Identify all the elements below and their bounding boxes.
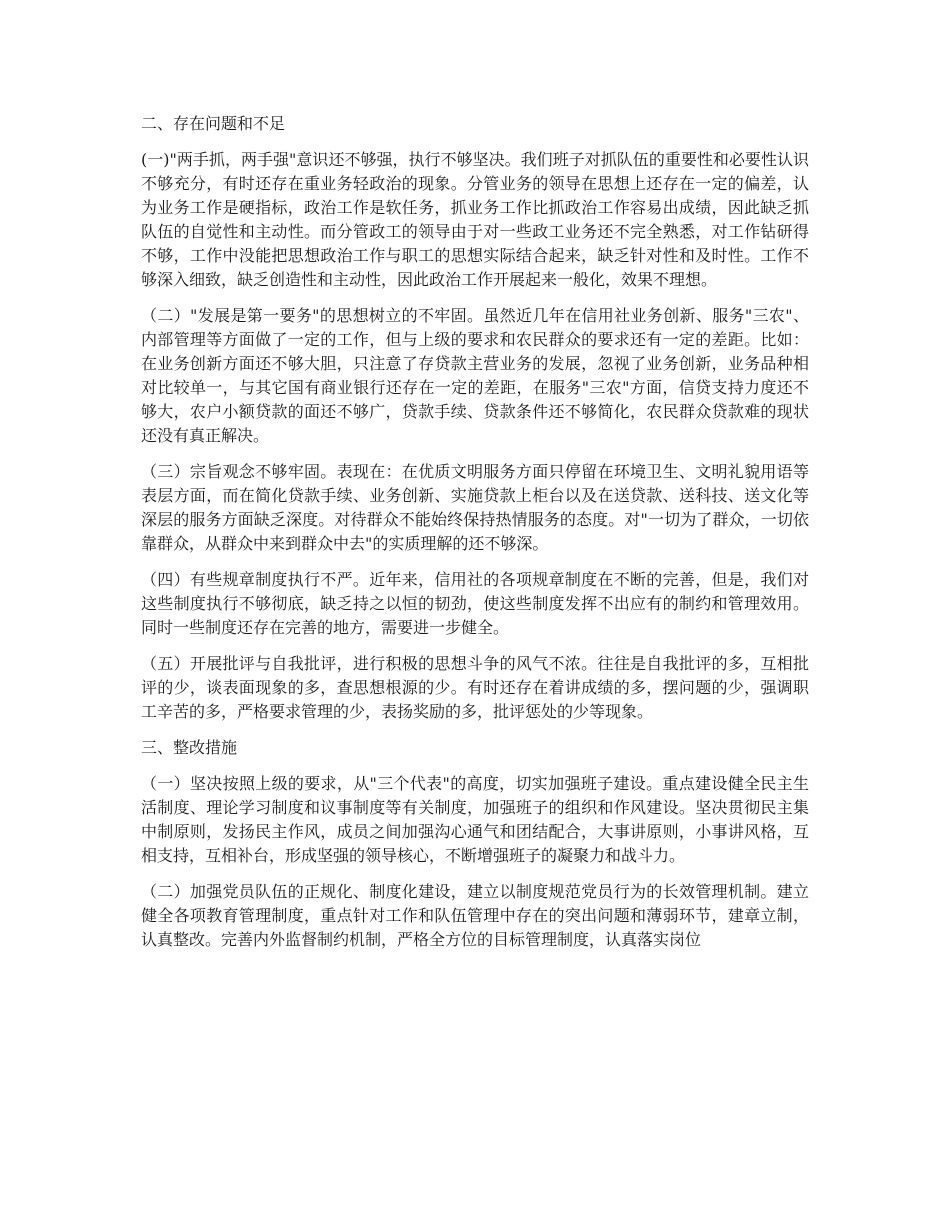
section-heading-problems: 二、存在问题和不足: [141, 114, 286, 133]
paragraph-problem-3: （三）宗旨观念不够牢固。表现在：在优质文明服务方面只停留在环境卫生、文明礼貌用语等表层方面，而在简化贷款手续、业务创新、实施贷款上柜台以及在送贷款、送科技、送文化等深层的服务方面缺乏深度。对待群众不能始终保持热情服务的态度。对"一切为了群众，一切依靠群众，从群众中来到群众中去"的实质理解的还不够深。: [141, 462, 809, 553]
section-heading-measures: 三、整改措施: [141, 738, 238, 757]
paragraph-problem-2: （二）"发展是第一要务"的思想树立的不牢固。虽然近几年在信用社业务创新、服务"三农"、内部管理等方面做了一定的工作，但与上级的要求和农民群众的要求还有一定的差距。比如：在业务创新方面还不够大胆，只注意了存贷款主营业务的发展，忽视了业务创新，业务品种相对比较单一，与其它国有商业银行还存在一定的差距，在服务"三农"方面，信贷支持力度还不够大，农户小额贷款的面还不够广，贷款手续、贷款条件还不够简化，农民群众贷款难的现状还没有真正解决。: [141, 306, 809, 445]
paragraph-measure-1: （一）坚决按照上级的要求，从"三个代表"的高度，切实加强班子建设。重点建设健全民主生活制度、理论学习制度和议事制度等有关制度，加强班子的组织和作风建设。坚决贯彻民主集中制原则，发扬民主作风，成员之间加强沟心通气和团结配合，大事讲原则，小事讲风格，互相支持，互相补台，形成坚强的领导核心，不断增强班子的凝聚力和战斗力。: [141, 774, 809, 865]
paragraph-problem-1: (一)"两手抓，两手强"意识还不够强，执行不够坚决。我们班子对抓队伍的重要性和必要性认识不够充分，有时还存在重业务轻政治的现象。分管业务的领导在思想上还存在一定的偏差，认为业务工作是硬指标，政治工作是软任务，抓业务工作比抓政治工作容易出成绩，因此缺乏抓队伍的自觉性和主动性。而分管政工的领导由于对一些政工业务还不完全熟悉，对工作钻研得不够，工作中没能把思想政治工作与职工的思想实际结合起来，缺乏针对性和及时性。工作不够深入细致，缺乏创造性和主动性，因此政治工作开展起来一般化，效果不理想。: [141, 150, 809, 289]
paragraph-problem-4: （四）有些规章制度执行不严。近年来，信用社的各项规章制度在不断的完善，但是，我们对这些制度执行不够彻底，缺乏持之以恒的韧劲，使这些制度发挥不出应有的制约和管理效用。同时一些制度还存在完善的地方，需要进一步健全。: [141, 570, 809, 637]
paragraph-measure-2: （二）加强党员队伍的正规化、制度化建设，建立以制度规范党员行为的长效管理机制。建立健全各项教育管理制度，重点针对工作和队伍管理中存在的突出问题和薄弱环节，建章立制，认真整改。完善内外监督制约机制，严格全方位的目标管理制度，认真落实岗位: [141, 882, 809, 949]
document-body: [141, 112, 809, 964]
paragraph-problem-5: （五）开展批评与自我批评，进行积极的思想斗争的风气不浓。往往是自我批评的多，互相批评的少，谈表面现象的多，查思想根源的少。有时还存在着讲成绩的多，摆问题的少，强调职工辛苦的多，严格要求管理的少，表扬奖励的多，批评惩处的少等现象。: [141, 654, 809, 721]
